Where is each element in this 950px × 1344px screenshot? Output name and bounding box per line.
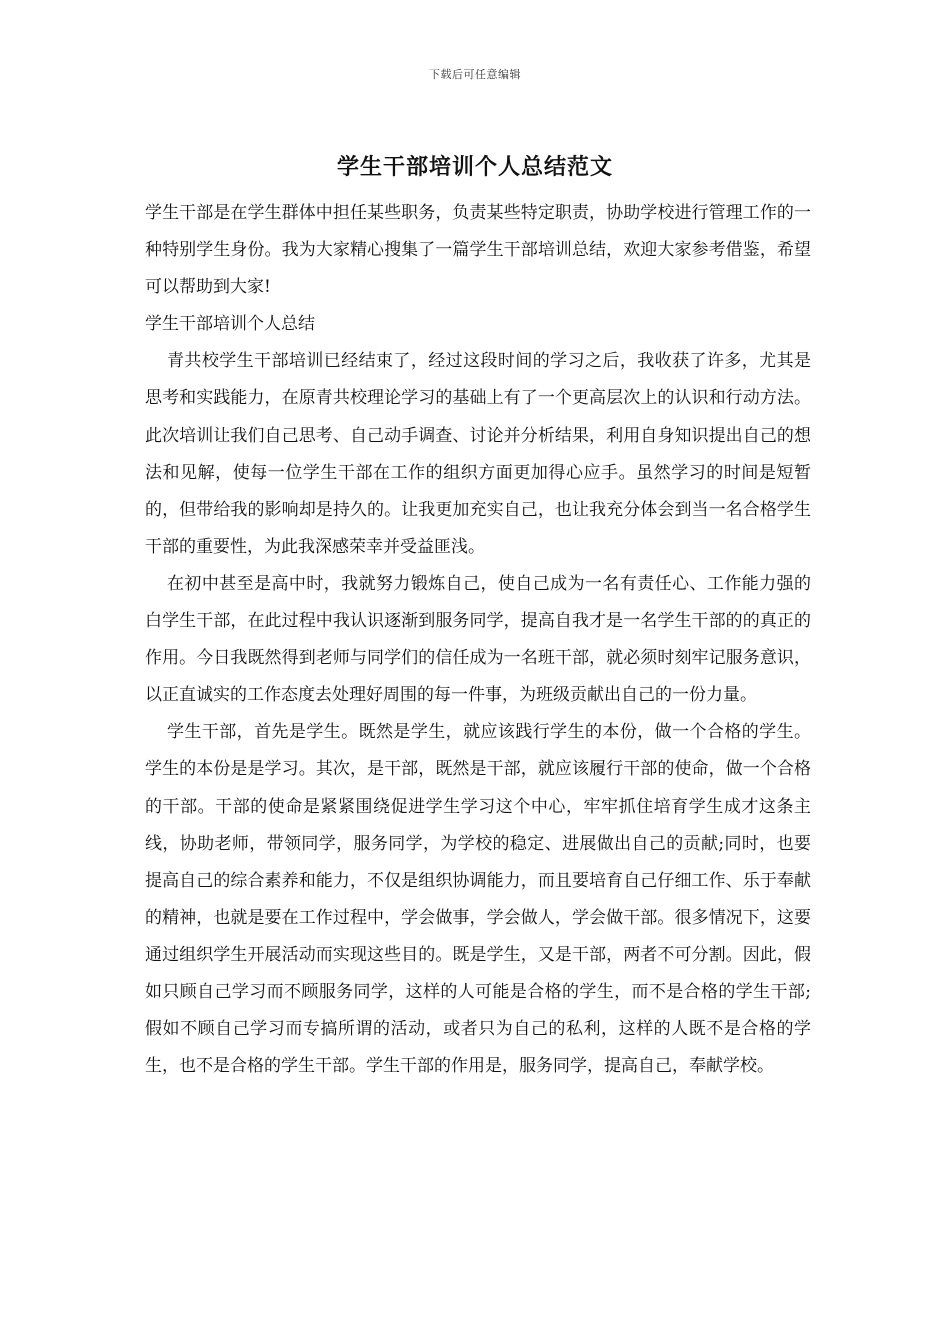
- document-body: [145, 195, 811, 1085]
- body-paragraph-1: 青共校学生干部培训已经结束了，经过这段时间的学习之后，我收获了许多，尤其是思考和实践能力，在原青共校理论学习的基础上有了一个更高层次上的认识和行动方法。此次培训让我们自己思考、自己动手调查、讨论并分析结果，利用自身知识提出自己的想法和见解，使每一位学生干部在工作的组织方面更加得心应手。虽然学习的时间是短暂的，但带给我的影响却是持久的。让我更加充实自己，也让我充分体会到当一名合格学生干部的重要性，为此我深感荣幸并受益匪浅。: [145, 351, 811, 557]
- body-paragraph-3: 学生干部，首先是学生。既然是学生，就应该践行学生的本份，做一个合格的学生。学生的本份是是学习。其次，是干部，既然是干部，就应该履行干部的使命，做一个合格的干部。干部的使命是紧紧围绕促进学生学习这个中心，牢牢抓住培育学生成才这条主线，协助老师，带领同学，服务同学，为学校的稳定、进展做出自己的贡献;同时，也要提高自己的综合素养和能力，不仅是组织协调能力，而且要培育自己仔细工作、乐于奉献的精神，也就是要在工作过程中，学会做事，学会做人，学会做干部。很多情况下，这要通过组织学生开展活动而实现这些目的。既是学生，又是干部，两者不可分割。因此，假如只顾自己学习而不顾服务同学，这样的人可能是合格的学生，而不是合格的学生干部;假如不顾自己学习而专搞所谓的活动，或者只为自己的私利，这样的人既不是合格的学生，也不是合格的学生干部。学生干部的作用是，服务同学，提高自己，奉献学校。: [145, 722, 811, 1077]
- body-paragraph-2: 在初中甚至是高中时，我就努力锻炼自己，使自己成为一名有责任心、工作能力强的白学生干部，在此过程中我认识逐渐到服务同学，提高自我才是一名学生干部的的真正的作用。今日我既然得到老师与同学们的信任成为一名班干部，就必须时刻牢记服务意识，以正直诚实的工作态度去处理好周围的每一件事，为班级贡献出自己的一份力量。: [145, 573, 811, 706]
- document-title: 学生干部培训个人总结范文: [336, 154, 613, 180]
- section-subheading: 学生干部培训个人总结: [145, 314, 315, 335]
- header-note: 下载后可任意编辑: [429, 68, 521, 81]
- intro-paragraph: 学生干部是在学生群体中担任某些职务，负责某些特定职责，协助学校进行管理工作的一种特别学生身份。我为大家精心搜集了一篇学生干部培训总结，欢迎大家参考借鉴，希望可以帮助到大家!: [145, 203, 811, 298]
